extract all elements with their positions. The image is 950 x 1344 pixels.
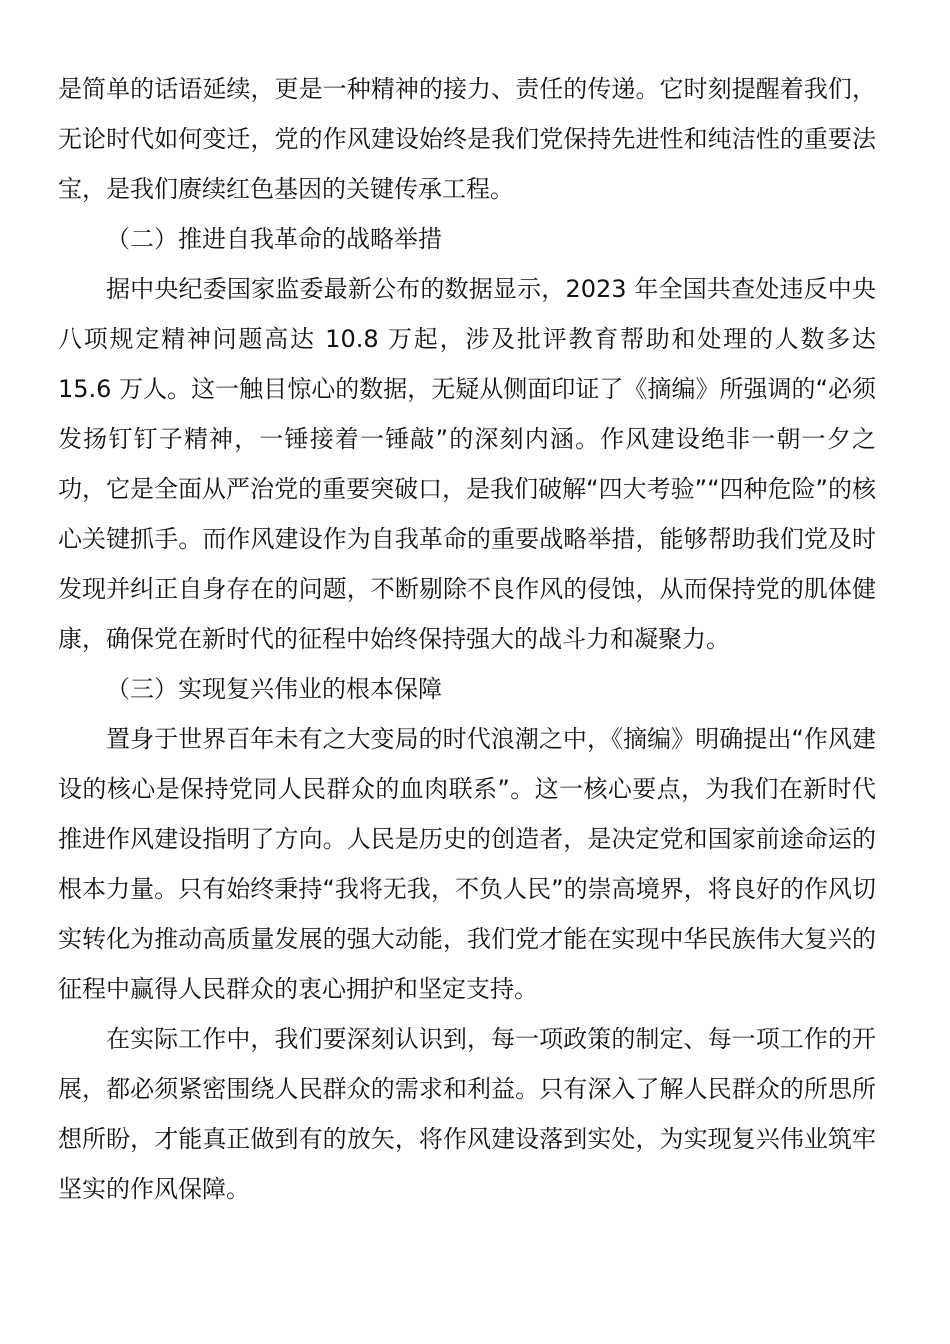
- document-page: [58, 64, 876, 1214]
- paragraph-continuation: 是简单的话语延续，更是一种精神的接力、责任的传递。它时刻提醒着我们，无论时代如何变迁，党的作风建设始终是我们党保持先进性和纯洁性的重要法宝，是我们赓续红色基因的关键传承工程。: [58, 75, 876, 203]
- section-3-paragraph-1: 置身于世界百年未有之大变局的时代浪潮之中，《摘编》明确提出“作风建设的核心是保持党同人民群众的血肉联系”。这一核心要点，为我们在新时代推进作风建设指明了方向。人民是历史的创造者，是决定党和国家前途命运的根本力量。只有始终秉持“我将无我，不负人民”的崇高境界，将良好的作风切实转化为推动高质量发展的强大动能，我们党才能在实现中华民族伟大复兴的征程中赢得人民群众的衷心拥护和坚定支持。: [58, 725, 876, 1003]
- section-heading-2: （二）推进自我革命的战略举措: [106, 225, 442, 253]
- section-2-paragraph: 据中央纪委国家监委最新公布的数据显示，2023 年全国共查处违反中央八项规定精神问题高达 10.8 万起，涉及批评教育帮助和处理的人数多达 15.6 万人。这一触目惊心的数据，无疑从侧面印证了《摘编》所强调的“必须发扬钉钉子精神，一锤接着一锤敲”的深刻内涵。作风建设绝非一朝一夕之功，它是全面从严治党的重要突破口，是我们破解“四大考验”“四种危险”的核心关键抓手。而作风建设作为自我革命的重要战略举措，能够帮助我们党及时发现并纠正自身存在的问题，不断剔除不良作风的侵蚀，从而保持党的肌体健康，确保党在新时代的征程中始终保持强大的战斗力和凝聚力。: [58, 275, 876, 653]
- section-3-paragraph-2: 在实际工作中，我们要深刻认识到，每一项政策的制定、每一项工作的开展，都必须紧密围绕人民群众的需求和利益。只有深入了解人民群众的所思所想所盼，才能真正做到有的放矢，将作风建设落到实处，为实现复兴伟业筑牢坚实的作风保障。: [58, 1025, 876, 1203]
- section-heading-3: （三）实现复兴伟业的根本保障: [106, 675, 442, 703]
